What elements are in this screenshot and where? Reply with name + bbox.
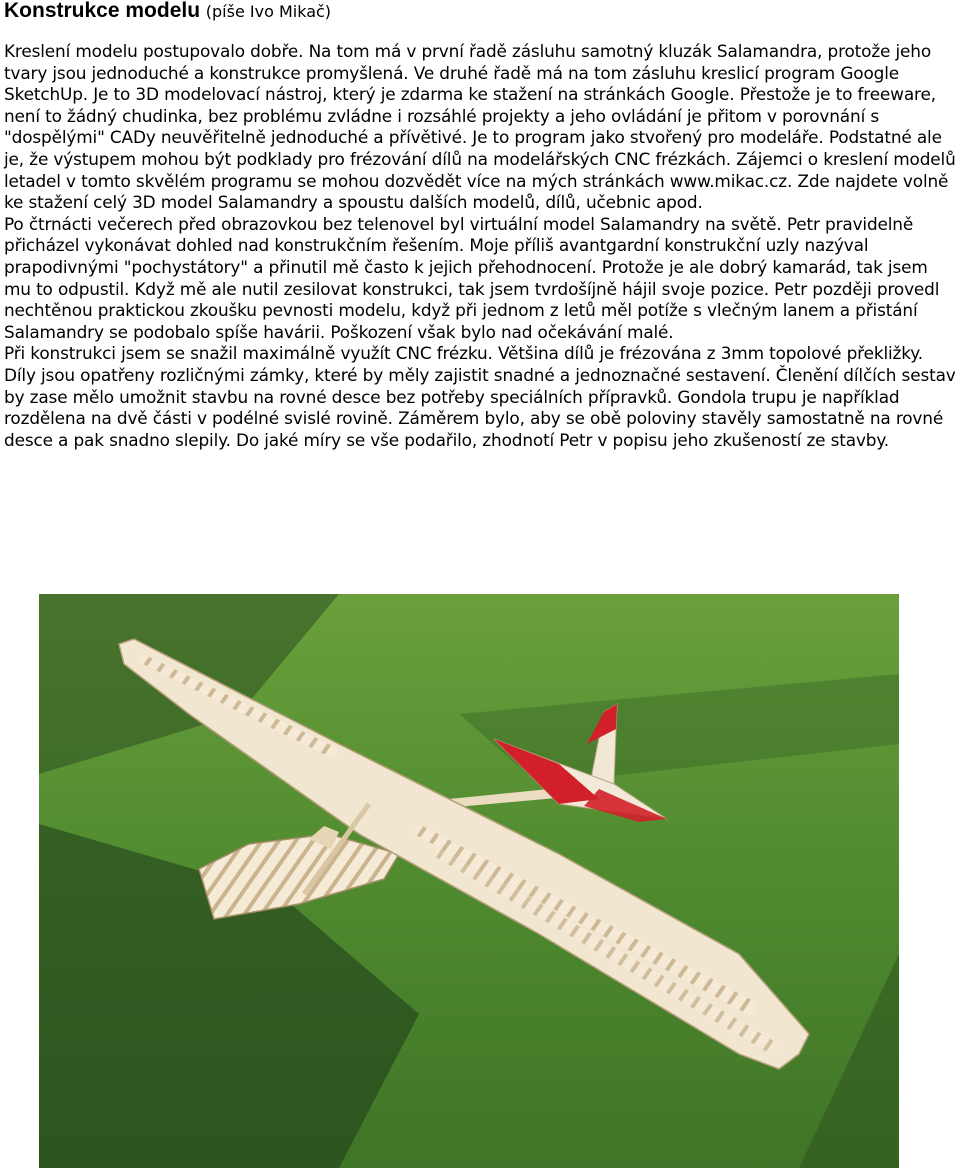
author-note: (píše Ivo Mikač) <box>205 2 332 21</box>
paragraph-3: Při konstrukci jsem se snažil maximálně využít CNC frézku. Většina dílů je frézována z 3mm topolové překližky. Díly jsou opatřeny rozličnými zámky, které by měly zajistit snadné a jednoznačné sestavení. Členění dílčích sestav by zase mělo umožnit stavbu na rovné desce bez potřeby speciálních přípravků. Gondola trupu je například rozdělena na dvě části v podélné svislé rovině. Záměrem bylo, aby se obě poloviny stavěly samostatně na rovné desce a pak snadno slepily. Do jaké míry se vše podařilo, zhodnotí Petr v popisu jeho zkušeností ze stavby. <box>4 343 956 450</box>
paragraph-1: Kreslení modelu postupovalo dobře. Na tom má v první řadě zásluhu samotný kluzák Salamandra, protože jeho tvary jsou jednoduché a konstrukce promyšlená. Ve druhé řadě má na tom zásluhu kreslicí program Google SketchUp. Je to 3D modelovací nástroj, který je zdarma ke stažení na stránkách Google. Přestože je to freeware, není to žádný chudinka, bez problému zvládne i rozsáhlé projekty a jeho ovládání je přitom v porovnání s "dospělými" CADy neuvěřitelně jednoduché a přívětivé. Je to program jako stvořený pro modeláře. Podstatné ale je, že výstupem mohou být podklady pro frézování dílů na modelářských CNC frézkách. Zájemci o kreslení modelů letadel v tomto skvělém programu se mohou dozvědět více na mých stránkách www.mikac.cz. Zde najdete volně ke stažení celý 3D model Salamandry a spoustu dalších modelů, dílů, učebnic apod. <box>4 41 956 213</box>
paragraph-2: Po čtrnácti večerech před obrazovkou bez telenovel byl virtuální model Salamandry na světě. Petr pravidelně přicházel vykonávat dohled nad konstrukčním řešením. Moje příliš avantgardní konstrukční uzly nazýval prapodivnými "pochystátory" a přinutil mě často k jejich přehodnocení. Protože je ale dobrý kamarád, tak jsem mu to odpustil. Když mě ale nutil zesilovat konstrukci, tak jsem tvrdošíjně hájil svoje pozice. Petr později provedl nechtěnou praktickou zkoušku pevnosti modelu, když při jednom z letů měl potíže s vlečným lanem a přistání Salamandry se podobalo spíše havárii. Poškození však bylo nad očekávání malé. <box>4 213 940 342</box>
glider-photo <box>39 594 899 1168</box>
article-body <box>4 41 956 451</box>
glider-photo-illustration <box>39 594 899 1168</box>
article-heading <box>4 0 954 23</box>
page-title: Konstrukce modelu <box>4 0 201 22</box>
